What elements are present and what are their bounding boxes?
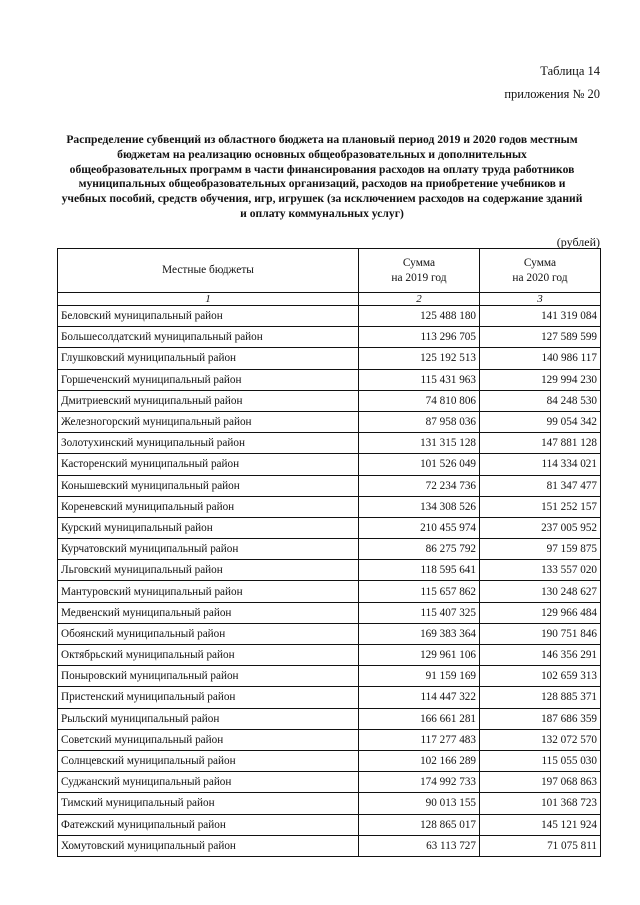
district-name: Беловский муниципальный район	[58, 306, 359, 327]
district-name: Медвенский муниципальный район	[58, 602, 359, 623]
amount-2020: 128 885 371	[480, 687, 601, 708]
amount-2019: 63 113 727	[359, 835, 480, 856]
amount-2019: 169 383 364	[359, 623, 480, 644]
district-name: Советский муниципальный район	[58, 729, 359, 750]
column-header-text: Местные бюджеты	[162, 264, 254, 276]
amount-2020: 101 368 723	[480, 793, 601, 814]
title-line: бюджетам на реализацию основных общеобразовательных и дополнительных	[117, 147, 527, 161]
table-row	[58, 517, 601, 538]
amount-2019: 125 488 180	[359, 306, 480, 327]
table-row	[58, 475, 601, 496]
column-header-budgets	[58, 249, 359, 293]
amount-2019: 166 661 281	[359, 708, 480, 729]
district-name: Дмитриевский муниципальный район	[58, 390, 359, 411]
table-row	[58, 602, 601, 623]
amount-2020: 97 159 875	[480, 539, 601, 560]
table-row	[58, 666, 601, 687]
table-row	[58, 708, 601, 729]
table-row	[58, 390, 601, 411]
table-row	[58, 306, 601, 327]
amount-2020: 237 005 952	[480, 517, 601, 538]
title-line: Распределение субвенций из областного бюджета на плановый период 2019 и 2020 годов местным	[66, 133, 578, 146]
amount-2020: 187 686 359	[480, 708, 601, 729]
table-row	[58, 433, 601, 454]
amount-2019: 91 159 169	[359, 666, 480, 687]
subvention-table	[57, 248, 601, 857]
unit-label: (рублей)	[556, 235, 600, 249]
district-name: Кореневский муниципальный район	[58, 496, 359, 517]
amount-2020: 84 248 530	[480, 390, 601, 411]
column-header-2019	[359, 249, 480, 293]
table-number: Таблица 14	[540, 64, 600, 78]
column-header-text: на 2020 год	[512, 271, 568, 284]
amount-2019: 125 192 513	[359, 348, 480, 369]
amount-2019: 117 277 483	[359, 729, 480, 750]
amount-2019: 114 447 322	[359, 687, 480, 708]
district-name: Льговский муниципальный район	[58, 560, 359, 581]
district-name: Железногорский муниципальный район	[58, 411, 359, 432]
column-header-2020	[480, 249, 601, 293]
amount-2020: 197 068 863	[480, 772, 601, 793]
district-name: Касторенский муниципальный район	[58, 454, 359, 475]
amount-2020: 129 966 484	[480, 602, 601, 623]
table-row	[58, 539, 601, 560]
table-row	[58, 729, 601, 750]
column-header-text: Сумма	[402, 256, 436, 269]
amount-2019: 174 992 733	[359, 772, 480, 793]
table-row	[58, 835, 601, 856]
district-name: Глушковский муниципальный район	[58, 348, 359, 369]
amount-2020: 133 557 020	[480, 560, 601, 581]
amount-2020: 132 072 570	[480, 729, 601, 750]
title-line: и оплату коммунальных услуг)	[240, 206, 404, 220]
amount-2019: 115 407 325	[359, 602, 480, 623]
amount-2020: 141 319 084	[480, 306, 601, 327]
table-row	[58, 327, 601, 348]
table-row	[58, 814, 601, 835]
title-line: муниципальных общеобразовательных организаций, расходов на приобретение учебников и	[78, 177, 566, 191]
amount-2019: 210 455 974	[359, 517, 480, 538]
amount-2019: 74 810 806	[359, 390, 480, 411]
district-name: Мантуровский муниципальный район	[58, 581, 359, 602]
amount-2020: 81 347 477	[480, 475, 601, 496]
amount-2019: 86 275 792	[359, 539, 480, 560]
table-row	[58, 687, 601, 708]
amount-2020: 102 659 313	[480, 666, 601, 687]
amount-2020: 147 881 128	[480, 433, 601, 454]
table-row	[58, 411, 601, 432]
amount-2019: 129 961 106	[359, 645, 480, 666]
district-name: Суджанский муниципальный район	[58, 772, 359, 793]
amount-2020: 151 252 157	[480, 496, 601, 517]
district-name: Конышевский муниципальный район	[58, 475, 359, 496]
table-row	[58, 454, 601, 475]
amount-2019: 115 657 862	[359, 581, 480, 602]
table-row	[58, 793, 601, 814]
district-name: Курский муниципальный район	[58, 517, 359, 538]
table-row	[58, 348, 601, 369]
amount-2020: 114 334 021	[480, 454, 601, 475]
column-header-text: на 2019 год	[391, 271, 447, 284]
table-row	[58, 496, 601, 517]
amount-2020: 190 751 846	[480, 623, 601, 644]
amount-2019: 115 431 963	[359, 369, 480, 390]
column-number: 3	[480, 293, 601, 306]
amount-2020: 130 248 627	[480, 581, 601, 602]
district-name: Фатежский муниципальный район	[58, 814, 359, 835]
amount-2019: 128 865 017	[359, 814, 480, 835]
column-number: 2	[359, 293, 480, 306]
table-row	[58, 581, 601, 602]
amount-2020: 71 075 811	[480, 835, 601, 856]
column-header-text: Сумма	[523, 256, 557, 269]
amount-2019: 113 296 705	[359, 327, 480, 348]
amount-2020: 115 055 030	[480, 750, 601, 771]
district-name: Курчатовский муниципальный район	[58, 539, 359, 560]
amount-2020: 99 054 342	[480, 411, 601, 432]
district-name: Тимский муниципальный район	[58, 793, 359, 814]
table-row	[58, 750, 601, 771]
district-name: Пристенский муниципальный район	[58, 687, 359, 708]
title-line: общеобразовательных программ в части финансирования расходов на оплату труда работников	[69, 162, 575, 176]
appendix-number: приложения № 20	[504, 87, 600, 101]
district-name: Хомутовский муниципальный район	[58, 835, 359, 856]
amount-2020: 145 121 924	[480, 814, 601, 835]
district-name: Рыльский муниципальный район	[58, 708, 359, 729]
document-title	[52, 133, 592, 222]
amount-2019: 72 234 736	[359, 475, 480, 496]
district-name: Большесолдатский муниципальный район	[58, 327, 359, 348]
amount-2019: 131 315 128	[359, 433, 480, 454]
table-row	[58, 772, 601, 793]
column-number-row	[58, 293, 601, 306]
header-row	[58, 249, 601, 293]
amount-2020: 127 589 599	[480, 327, 601, 348]
amount-2020: 140 986 117	[480, 348, 601, 369]
district-name: Золотухинский муниципальный район	[58, 433, 359, 454]
district-name: Поныровский муниципальный район	[58, 666, 359, 687]
district-name: Горшеченский муниципальный район	[58, 369, 359, 390]
district-name: Солнцевский муниципальный район	[58, 750, 359, 771]
amount-2020: 129 994 230	[480, 369, 601, 390]
amount-2019: 87 958 036	[359, 411, 480, 432]
amount-2019: 101 526 049	[359, 454, 480, 475]
amount-2019: 118 595 641	[359, 560, 480, 581]
amount-2020: 146 356 291	[480, 645, 601, 666]
table-row	[58, 369, 601, 390]
title-line: учебных пособий, средств обучения, игр, игрушек (за исключением расходов на содержание зданий	[61, 192, 583, 206]
table-row	[58, 560, 601, 581]
amount-2019: 90 013 155	[359, 793, 480, 814]
table-row	[58, 645, 601, 666]
amount-2019: 102 166 289	[359, 750, 480, 771]
amount-2019: 134 308 526	[359, 496, 480, 517]
district-name: Октябрьский муниципальный район	[58, 645, 359, 666]
district-name: Обоянский муниципальный район	[58, 623, 359, 644]
table-row	[58, 623, 601, 644]
column-number: 1	[58, 293, 359, 306]
